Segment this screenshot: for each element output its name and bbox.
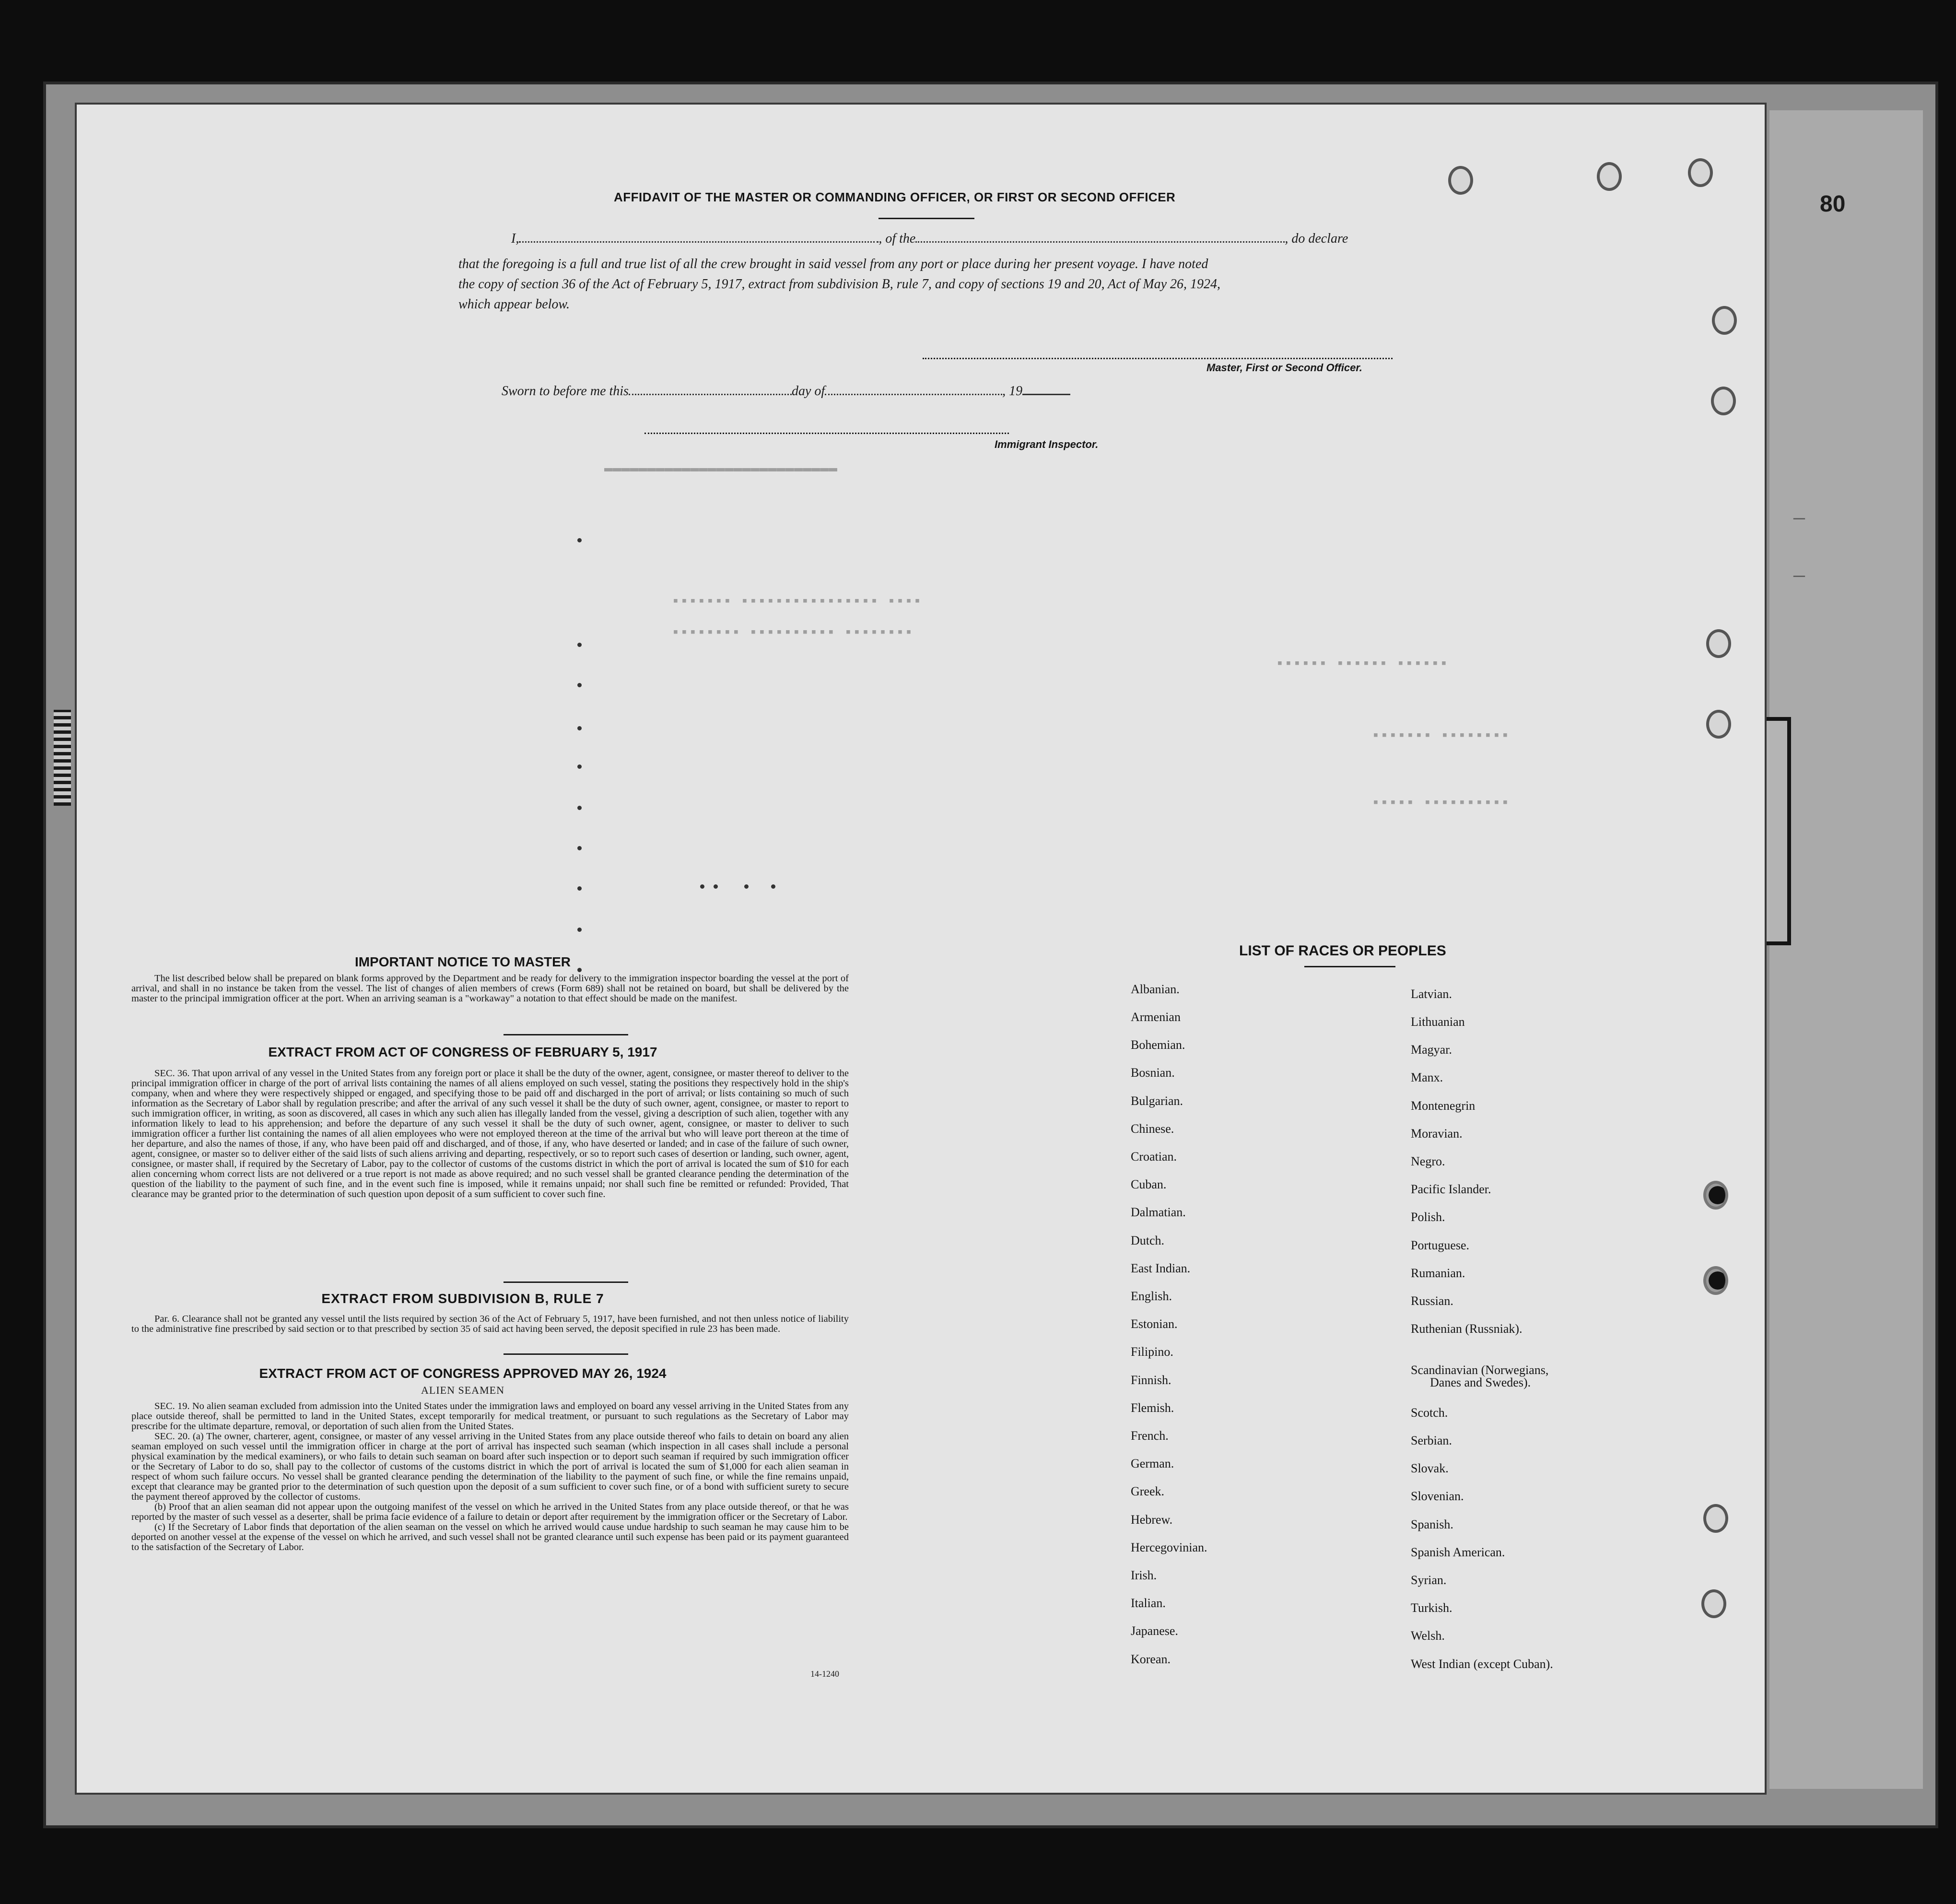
do-declare-label: , do declare <box>1285 231 1348 247</box>
section-rule <box>504 1353 628 1355</box>
section-20c-paragraph: (c) If the Secretary of Labor finds that deportation of the alien seaman on the vessel on which he arrived would cause undue hardship to such seaman he may cause him to be deported on another vessel at the expense of the vessel on which he arrived, and such vessel shall not be granted clearance until such expense has been paid or its payment guaranteed to the satisfaction of the Secretary of Labor. <box>131 1522 849 1552</box>
extract-1924-title: EXTRACT FROM ACT OF CONGRESS APPROVED MAY 26, 1924 <box>259 1366 667 1381</box>
extract-1917-body <box>131 1069 849 1199</box>
race-item: Negro. <box>1411 1154 1445 1168</box>
dot-mark <box>577 846 582 850</box>
affidavit-title: AFFIDAVIT OF THE MASTER OR COMMANDING OFFICER, OR FIRST OR SECOND OFFICER <box>614 190 1176 204</box>
race-item: Dutch. <box>1131 1234 1165 1247</box>
dot-mark <box>744 884 749 889</box>
race-item: Manx. <box>1411 1070 1443 1084</box>
year-prefix: , 19 <box>1002 384 1023 399</box>
races-title-rule <box>1304 966 1395 967</box>
race-item: Bosnian. <box>1131 1066 1175 1080</box>
rule7-paragraph: Par. 6. Clearance shall not be granted any vessel until the lists required by section 36 of the Act of February 5, 1917, have been furnished, and not then unless notice of liability to the administrative fine prescribed by said section or to that prescribed by section 35 of said act having been served, the deposit specified in rule 23 has been made. <box>131 1314 849 1334</box>
master-caption: Master, First or Second Officer. <box>1206 362 1362 374</box>
race-item: Serbian. <box>1411 1434 1452 1447</box>
day-of-label: day of <box>791 384 825 399</box>
race-item: Syrian. <box>1411 1573 1447 1587</box>
page-number: 80 <box>1820 191 1846 217</box>
section-36-paragraph: SEC. 36. That upon arrival of any vessel in the United States from any foreign port or place it shall be the duty of the owner, agent, consignee, or master thereof to deliver to the principal immigration officer in charge of the port of arrival lists containing the names of all aliens employed on such vessel, stating the positions they respectively hold in the ship's company, when and where they were respectively shipped or engaged, and specifying those to be paid off and discharged in the port of arrival; or lists containing so much of such information as the Secretary of Labor shall by regulation prescribe; and after the arrival of any such vessel it shall be the duty of such owner, agent, consignee, or master to report to such immigration officer, in writing, as soon as discovered, all cases in which any such alien has illegally landed from the vessel, giving a description of such alien, together with any information likely to lead to his apprehension; and before the departure of any such vessel it shall be the duty of such owner, agent, consignee, or master to deliver to such immigration officer a further list containing the names of all alien employees who were not employed thereon at the time of the arrival but who will leave port thereon at the time of her departure, and also the names of those, if any, who have been paid off and discharged, and of those, if any, who have deserted or landed; and in case of the failure of such owner, agent, consignee, or master so to deliver either of the said lists of such aliens arriving and departing, respectively, or so to report such cases of desertion or landing, such owner, agent, consignee, or master shall, if required by the Secretary of Labor, pay to the collector of customs of the customs district in which the port of arrival is located the sum of $10 for each alien concerning whom correct lists are not delivered or a true report is not made as above required; and no such vessel shall be granted clearance pending the determination of the question of the liability to the payment of such fine, and in the event such fine is imposed, while it remains unpaid; nor shall such fine be remitted or refunded: Provided, That clearance may be granted prior to the determination of such question upon deposit of a sum sufficient to cover such fine. <box>131 1068 849 1199</box>
race-item: Finnish. <box>1131 1373 1171 1387</box>
race-item: Spanish. <box>1411 1517 1453 1531</box>
dot-mark <box>714 884 718 889</box>
underlying-ink-mark: — <box>1793 508 1805 530</box>
race-item: Magyar. <box>1411 1043 1452 1057</box>
race-item: Moravian. <box>1411 1127 1463 1140</box>
binding-edge <box>54 710 71 806</box>
race-item: Spanish American. <box>1411 1545 1505 1559</box>
extract-rule7-body <box>131 1314 849 1334</box>
punch-hole <box>1597 162 1622 191</box>
extract-rule7-title: EXTRACT FROM SUBDIVISION B, RULE 7 <box>321 1291 604 1306</box>
sworn-month-field[interactable] <box>825 382 1002 395</box>
race-item: Slovenian. <box>1411 1489 1464 1503</box>
race-item: Turkish. <box>1411 1601 1452 1615</box>
race-item: German. <box>1131 1457 1174 1470</box>
bleed-through-mark: ▪▪▪▪▪▪▪ ▪▪▪▪▪▪▪▪▪▪▪▪▪▪▪▪ ▪▪▪▪ <box>671 594 922 610</box>
race-item: English. <box>1131 1289 1172 1303</box>
race-item: Scandinavian (Norwegians, <box>1411 1363 1549 1377</box>
race-item: Albanian. <box>1131 982 1180 996</box>
dot-mark <box>577 928 582 932</box>
dot-mark <box>577 726 582 730</box>
sworn-line <box>502 382 1070 399</box>
section-rule <box>504 1281 628 1283</box>
race-item: Italian. <box>1131 1596 1166 1610</box>
master-signature-line[interactable] <box>923 358 1393 359</box>
punch-hole <box>1711 387 1736 415</box>
punch-hole <box>1703 1504 1728 1533</box>
race-item: Russian. <box>1411 1294 1453 1308</box>
race-item: Montenegrin <box>1411 1099 1476 1113</box>
sworn-label: Sworn to before me this <box>502 384 629 399</box>
race-item: Hercegovinian. <box>1131 1540 1207 1554</box>
race-item: Latvian. <box>1411 987 1452 1001</box>
race-item: French. <box>1131 1429 1169 1443</box>
race-item: Filipino. <box>1131 1345 1173 1359</box>
race-item: Bulgarian. <box>1131 1094 1183 1108</box>
notice-paragraph: The list described below shall be prepared on blank forms approved by the Department and be ready for delivery to the immigration inspector boarding the vessel at the port of arrival, and shall in no instance be taken from the vessel. The list of changes of alien members of crews (Form 689) shall not be retained on board, but shall be delivered by the master to the principal immigration officer at the port. When an arriving seaman is a "workaway" a notation to that effect should be made on the manifest. <box>131 973 849 1004</box>
notice-body <box>131 974 849 1004</box>
underlying-sheet-edge <box>1769 110 1923 1789</box>
punch-hole <box>1703 1181 1728 1210</box>
title-rule <box>878 218 974 219</box>
punch-hole <box>1448 166 1473 195</box>
underlying-ink-mark: — <box>1793 566 1805 588</box>
dot-mark <box>577 806 582 810</box>
race-item: Lithuanian <box>1411 1015 1465 1029</box>
race-item: Hebrew. <box>1131 1513 1173 1527</box>
affidavit-page <box>77 105 1765 1793</box>
dot-mark <box>577 764 582 769</box>
race-item: Pacific Islander. <box>1411 1182 1491 1196</box>
races-title: LIST OF RACES OR PEOPLES <box>1239 943 1446 959</box>
declaration-body-line: that the foregoing is a full and true list of all the crew brought in said vessel from any port or place during her present voyage. I have noted <box>458 257 1208 271</box>
declaration-body <box>458 254 1220 315</box>
race-item: Slovak. <box>1411 1461 1449 1475</box>
race-item: Estonian. <box>1131 1317 1178 1331</box>
of-the-label: , of the <box>878 231 916 247</box>
race-item: East Indian. <box>1131 1261 1191 1275</box>
race-item: Japanese. <box>1131 1624 1178 1638</box>
bleed-through-mark: ▪▪▪▪▪▪ ▪▪▪▪▪▪ ▪▪▪▪▪▪ <box>1276 656 1449 672</box>
race-item: Croatian. <box>1131 1150 1177 1164</box>
notice-title: IMPORTANT NOTICE TO MASTER <box>354 954 571 969</box>
race-item: Korean. <box>1131 1652 1171 1666</box>
race-item-continued: Danes and Swedes). <box>1430 1375 1531 1389</box>
dot-mark <box>577 643 582 647</box>
race-item: Portuguese. <box>1411 1238 1470 1252</box>
bleed-through-mark: ▬▬▬▬▬▬▬▬▬▬▬▬▬▬▬▬▬▬▬▬▬▬▬▬▬▬▬ <box>604 460 838 477</box>
race-item: Welsh. <box>1411 1629 1445 1643</box>
dot-mark <box>577 886 582 891</box>
section-19-paragraph: SEC. 19. No alien seaman excluded from admission into the United States under the immigration laws and employed on board any vessel arriving in the United States from any place outside thereof, shall be permitted to land in the United States, except temporarily for medical treatment, or pursuant to such regulations as the Secretary of Labor may prescribe for the ultimate departure, removal, or deportation of such alien from the United States. <box>131 1401 849 1432</box>
dot-mark <box>577 683 582 687</box>
form-number: 14-1240 <box>810 1669 839 1679</box>
alien-seamen-subtitle: ALIEN SEAMEN <box>421 1384 504 1396</box>
dot-mark <box>577 538 582 542</box>
punch-hole <box>1703 1266 1728 1295</box>
name-field[interactable] <box>519 229 878 243</box>
i-label: I, <box>511 231 519 247</box>
bleed-through-mark: ▪▪▪▪▪▪▪ ▪▪▪▪▪▪▪▪ <box>1371 728 1510 744</box>
dot-mark <box>771 884 775 889</box>
section-20a-paragraph: SEC. 20. (a) The owner, charterer, agent, consignee, or master of any vessel arriving in the United States from any place outside thereof who fails to detain on board any alien seaman employed on such vessel until the immigration officer in charge at the port of arrival has inspected such seaman (which inspection in all cases shall include a personal physical examination by the medical examiners), or who fails to detain such seaman on board after such inspection or to deport such seaman if required by such immigration officer or the Secretary of Labor to do so, shall pay to the collector of customs of the customs district in which the port of arrival is located the sum of $1,000 for each alien seaman in respect of whom such failure occurs. No vessel shall be granted clearance pending the determination of the liability to the payment of such fine, or while the fine remains unpaid, except that clearance may be granted prior to the determination of such question upon the deposit of a sum sufficient to cover such fine, or of a bond with sufficient surety to secure the payment thereof approved by the collector of customs. <box>131 1431 849 1502</box>
vessel-field[interactable] <box>915 229 1285 243</box>
extract-1924-body <box>131 1401 849 1552</box>
race-item: Cuban. <box>1131 1177 1167 1191</box>
declaration-body-line: which appear below. <box>458 297 570 312</box>
punch-hole <box>1701 1589 1726 1618</box>
punch-hole <box>1706 710 1731 739</box>
punch-hole <box>1712 306 1737 335</box>
bleed-through-mark: ▪▪▪▪▪ ▪▪▪▪▪▪▪▪▪▪ <box>1371 795 1510 811</box>
inspector-caption: Immigrant Inspector. <box>995 438 1099 450</box>
bleed-through-mark: ▪▪▪▪▪▪▪▪ ▪▪▪▪▪▪▪▪▪▪ ▪▪▪▪▪▪▪▪ <box>671 625 914 641</box>
punch-hole <box>1706 629 1731 658</box>
race-item: Armenian <box>1131 1010 1181 1024</box>
declaration-body-line: the copy of section 36 of the Act of February 5, 1917, extract from subdivision B, rule 7, and copy of sections 19 and 20, Act of May 26, 1924, <box>458 277 1221 292</box>
declaration-line <box>511 229 1348 247</box>
sworn-day-field[interactable] <box>629 382 792 395</box>
race-item: West Indian (except Cuban). <box>1411 1657 1553 1671</box>
race-item: Greek. <box>1131 1484 1165 1498</box>
inspector-signature-line[interactable] <box>644 433 1009 434</box>
race-item: Chinese. <box>1131 1122 1174 1136</box>
section-rule <box>504 1034 628 1035</box>
race-item: Bohemian. <box>1131 1038 1185 1052</box>
section-20b-paragraph: (b) Proof that an alien seaman did not appear upon the outgoing manifest of the vessel on which he arrived in the United States from any place outside thereof, or that he was reported by the master of such vessel as a deserter, shall be prima facie evidence of a failure to detain or deport after requirement by the immigration officer or the Secretary of Labor. <box>131 1502 849 1522</box>
punch-hole <box>1688 158 1713 187</box>
extract-1917-title: EXTRACT FROM ACT OF CONGRESS OF FEBRUARY 5, 1917 <box>268 1045 657 1059</box>
race-item: Scotch. <box>1411 1406 1448 1420</box>
race-item: Ruthenian (Russniak). <box>1411 1322 1523 1336</box>
race-item: Polish. <box>1411 1210 1445 1224</box>
sworn-year-field[interactable] <box>1022 382 1070 395</box>
dot-mark <box>700 884 704 889</box>
race-item: Dalmatian. <box>1131 1205 1186 1219</box>
race-item: Irish. <box>1131 1568 1157 1582</box>
race-item: Rumanian. <box>1411 1266 1465 1280</box>
race-item: Flemish. <box>1131 1401 1174 1415</box>
